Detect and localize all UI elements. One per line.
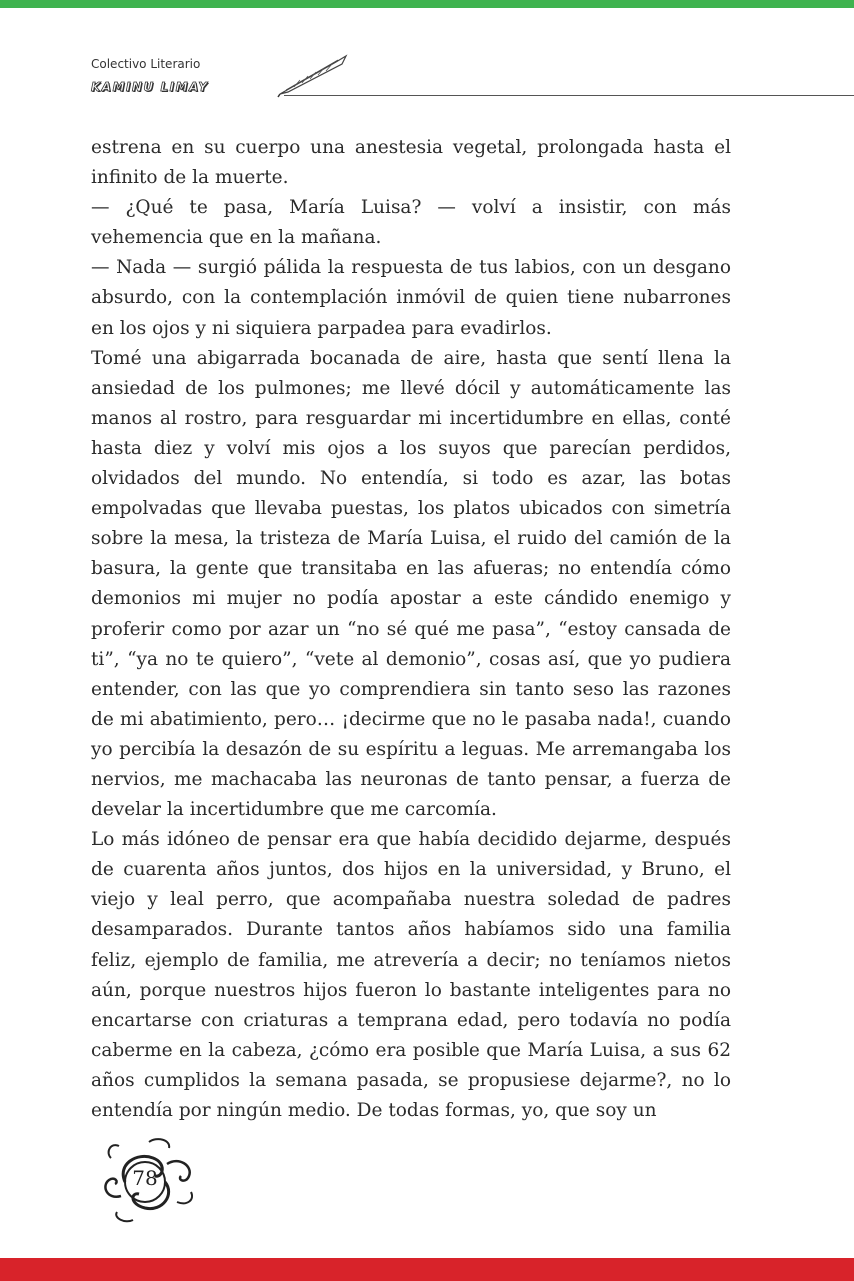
header-publisher: Colectivo Literario xyxy=(91,57,201,71)
paragraph: estrena en su cuerpo una anestesia vegetal, prolongada hasta el infinito de la muerte. xyxy=(91,137,731,189)
bottom-red-bar xyxy=(0,1258,854,1281)
paragraph: — ¿Qué te pasa, María Luisa? — volví a insistir, con más vehemencia que en la mañana. xyxy=(91,197,731,249)
paragraph: Lo más idóneo de pensar era que había decidido dejarme, después de cuarenta años juntos, dos hijos en la universidad, y Bruno, el viejo y leal perro, que acompañaba nuestra soledad de padres desamparados. Durante tantos años habíamos sido una familia feliz, ejemplo de familia, me atrevería a decir; no teníamos nietos aún, porque nuestros hijos fueron lo bastante inteligentes para no encartarse con criaturas a temprana edad, pero todavía no podía caberme en la cabeza, ¿cómo era posible que María Luisa, a sus 62 años cumplidos la semana pasada, se propusiese dejarme?, no lo entendía por ningún medio. De todas formas, yo, que soy un xyxy=(91,829,731,1121)
page-number: 78 xyxy=(132,1166,158,1190)
top-green-bar xyxy=(0,0,854,8)
paragraph: — Nada — surgió pálida la respuesta de tus labios, con un desgano absurdo, con la contemplación inmóvil de quien tiene nubarrones en los ojos y ni siquiera parpadea para evadirlos. xyxy=(91,257,731,339)
quill-pen-icon xyxy=(276,54,348,98)
paragraph: Tomé una abigarrada bocanada de aire, hasta que sentí llena la ansiedad de los pulmones; me llevé dócil y automáticamente las manos al rostro, para resguardar mi incertidumbre en ellas, conté hasta diez y volví mis ojos a los suyos que parecían perdidos, olvidados del mundo. No entendía, si todo es azar, las botas empolvadas que llevaba puestas, los platos ubicados con simetría sobre la mesa, la tristeza de María Luisa, el ruido del camión de la basura, la gente que transitaba en las afueras; no entendía cómo demonios mi mujer no podía apostar a este cándido enemigo y proferir como por azar un “no sé qué me pasa”, “estoy cansada de ti”, “ya no te quiero”, “vete al demonio”, cosas así, que yo pudiera entender, con las que yo comprendiera sin tanto seso las razones de mi abatimiento, pero… ¡decirme que no le pasaba nada!, cuando yo percibía la desazón de su espíritu a leguas. Me arremangaba los nervios, me machacaba las neuronas de tanto pensar, a fuerza de develar la incertidumbre que me carcomía. xyxy=(91,347,731,821)
body-text xyxy=(91,133,731,1126)
header-brand-logo: KAMINU LIMAY xyxy=(91,80,209,94)
header-rule xyxy=(284,95,854,96)
